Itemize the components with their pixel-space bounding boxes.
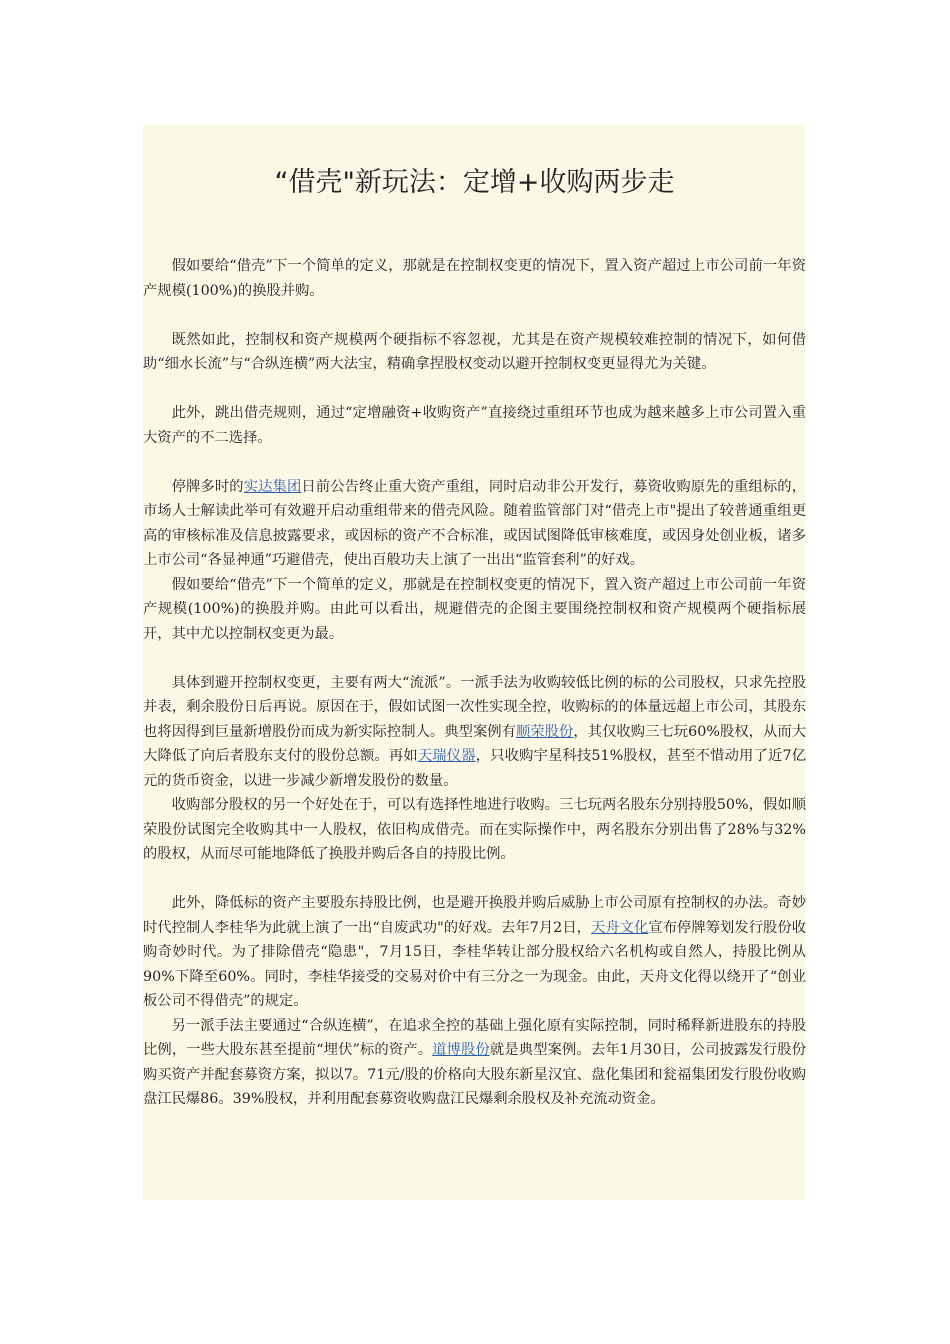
paragraph-8-text-start: 此外，降低标的资产主要股东持股比例，也是避开换股并购后威胁上市公司原有控制权的办法。奇妙时代控制人李桂华为此就上演了一出“自废武功"的好戏。去年7月2日，	[143, 895, 806, 936]
stock-link-tianzhou[interactable]: 天舟文化	[591, 919, 649, 936]
paragraph-4-text-start: 停牌多时的	[171, 478, 244, 495]
stock-link-tianrui[interactable]: 天瑞仪器	[417, 748, 476, 764]
paragraph-spacer	[143, 303, 806, 328]
stock-link-shunrong[interactable]: 顺荣股份	[516, 723, 574, 740]
paragraph-7: 收购部分股权的另一个好处在于，可以有选择性地进行收购。三七玩两名股东分别持股50%，假如顺荣股份试图完全收购其中一人股权，依旧构成借壳。而在实际操作中，两名股东分别出售了28%与32%的股权，从而尽可能地降低了换股并购后各自的持股比例。	[143, 797, 806, 862]
article-container	[143, 125, 806, 1200]
paragraph-1: 假如要给“借壳”下一个简单的定义，那就是在控制权变更的情况下，置入资产超过上市公司前一年资产规模(100%)的换股并购。	[143, 258, 806, 299]
paragraph-3: 此外，跳出借壳规则，通过“定增融资+收购资产”直接绕过重组环节也成为越来越多上市公司置入重大资产的不二选择。	[143, 405, 806, 446]
paragraph-8	[143, 891, 806, 1014]
paragraph-spacer	[143, 867, 806, 892]
paragraph-6-text-end: ，只收购宇星科技51%股权，甚至不惜动用了近7亿元的货币资金，以进一步减少新增发股份的数量。	[143, 748, 806, 789]
paragraph-6	[143, 671, 806, 794]
paragraph-4-text-end: 日前公告终止重大资产重组，同时启动非公开发行，募资收购原先的重组标的，市场人士解读此举可有效避开启动重组带来的借壳风险。随着监管部门对“借壳上市"提出了较普通重组更高的审核标准及信息披露要求，或因标的资产不合标准，或因试图降低审核难度，或因身处创业板，诸多上市公司“各显神通”巧避借壳，使出百般功夫上演了一出出“监管套利”的好戏。	[143, 478, 806, 568]
paragraph-spacer	[143, 646, 806, 671]
stock-link-daobo[interactable]: 道博股份	[432, 1042, 490, 1058]
paragraph-2: 既然如此，控制权和资产规模两个硬指标不容忽视，尤其是在资产规模较难控制的情况下，如何借助“细水长流”与“合纵连横”两大法宝，精确拿捏股权变动以避开控制权变更显得尤为关键。	[143, 331, 806, 372]
paragraph-4	[143, 475, 806, 573]
article-title: “借壳"新玩法：定增+收购两步走	[274, 167, 675, 198]
paragraph-5: 假如要给“借壳”下一个简单的定义，那就是在控制权变更的情况下，置入资产超过上市公司前一年资产规模(100%)的换股并购。由此可以看出，规避借壳的企图主要围绕控制权和资产规模两个硬指标展开，其中尤以控制权变更为最。	[143, 576, 806, 642]
paragraph-6-text-start: 具体到避开控制权变更，主要有两大“流派”。一派手法为收购较低比例的标的公司股权，只求先控股并表，剩余股份日后再说。原因在于，假如试图一次性实现全控，收购标的的体量远超上市公司，其股东也将因得到巨量新增股份而成为新实际控制人。典型案例有	[143, 674, 806, 740]
paragraph-9-text-end: 就是典型案例。去年1月30日，公司披露发行股份购买资产并配套募资方案，拟以7。71元/股的价格向大股东新星汉宜、盘化集团和瓮福集团发行股份收购盘江民爆86。39%股权，并利用配套募资收购盘江民爆剩余股权及补充流动资金。	[143, 1042, 806, 1107]
paragraph-8-text-end: 宣布停牌筹划发行股份收购奇妙时代。为了排除借壳“隐患"，7月15日，李桂华转让部分股权给六名机构或自然人，持股比例从90%下降至60%。同时，李桂华接受的交易对价中有三分之一为现金。由此，天舟文化得以绕开了“创业板公司不得借壳”的规定。	[143, 919, 806, 1009]
paragraph-6-text-middle: ，其仅收购三七玩60%股权，从而大大降低了向后者股东支付的股份总额。再如	[143, 723, 806, 764]
paragraph-spacer	[143, 450, 806, 475]
article-body	[143, 254, 806, 1112]
stock-link-shida-group[interactable]: 实达集团	[243, 478, 302, 495]
paragraph-9-text-start: 另一派手法主要通过“合纵连横”，在追求全控的基础上强化原有实际控制，同时稀释新进股东的持股比例，一些大股东甚至提前“埋伏”标的资产。	[143, 1017, 806, 1058]
paragraph-spacer	[143, 377, 806, 402]
paragraph-9	[143, 1014, 806, 1112]
